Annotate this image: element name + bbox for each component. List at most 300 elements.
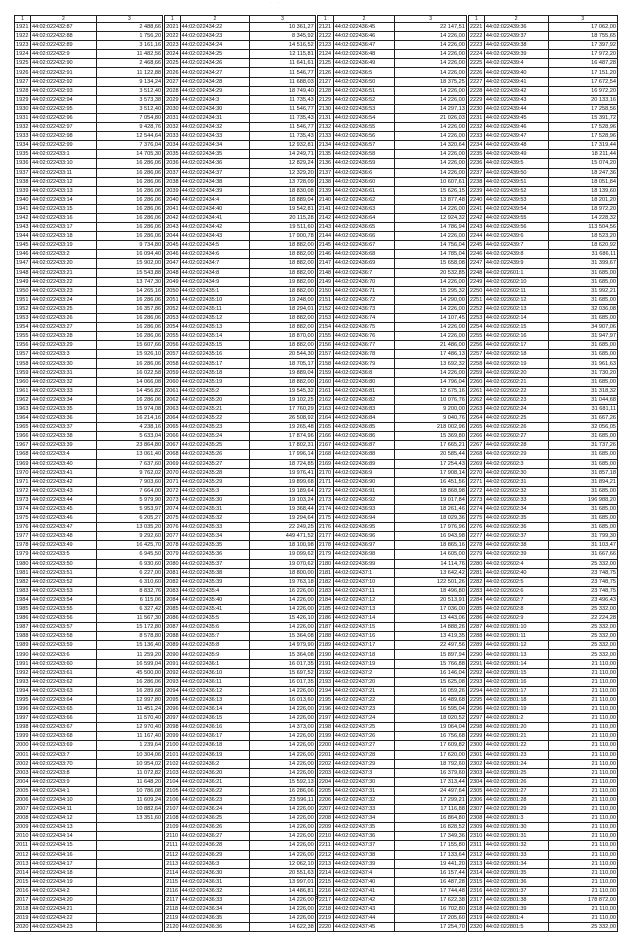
table-row xyxy=(15,304,163,313)
table-row xyxy=(317,341,466,350)
value-cell: 2 488,66 xyxy=(96,23,162,32)
cadastral-number: 44:02:022436:67 xyxy=(333,241,395,250)
value-cell: 16 157,44 xyxy=(395,868,466,877)
table-row xyxy=(468,805,617,814)
value-cell xyxy=(96,859,162,868)
row-number: 2061 xyxy=(166,387,179,394)
cadastral-number: 44:02:022801:17 xyxy=(484,686,548,695)
value-cell: 10 304,06 xyxy=(96,750,162,759)
row-number: 2093 xyxy=(166,678,179,685)
value-cell: 21 110,00 xyxy=(548,659,617,668)
cadastral-number: 44:02:022435:27 xyxy=(180,459,250,468)
value-cell: 14 226,00 xyxy=(250,623,316,632)
value-cell: 12 329,20 xyxy=(250,168,316,177)
row-number: 2133 xyxy=(317,132,333,141)
table-row xyxy=(468,95,617,104)
cadastral-number: 44:02:022432:96 xyxy=(30,113,96,122)
cadastral-number: 44:02:022434:21 xyxy=(30,905,96,914)
row-number: 2112 xyxy=(166,851,179,858)
row-number: 2038 xyxy=(166,178,179,185)
cadastral-number: 44:02:022436:88 xyxy=(333,450,395,459)
table-row xyxy=(468,432,617,441)
cadastral-number: 44:02:022436:99 xyxy=(333,559,395,568)
value-cell: 16 286,06 xyxy=(96,295,162,304)
value-cell: 18 523,20 xyxy=(548,232,617,241)
table-row xyxy=(468,705,617,714)
table-row xyxy=(165,386,316,395)
value-cell: 17 620,00 xyxy=(395,750,466,759)
cadastral-number: 44:02:022434:19 xyxy=(30,877,96,886)
cadastral-number: 44:02:022437:21 xyxy=(333,686,395,695)
value-cell: 14 226,00 xyxy=(395,59,466,68)
value-cell: 11 570,40 xyxy=(96,714,162,723)
table-row xyxy=(165,532,316,541)
value-cell: 16 214,16 xyxy=(96,414,162,423)
cadastral-number: 44:02:022435:33 xyxy=(180,523,250,532)
table-row xyxy=(317,314,466,323)
value-cell: 31 685,00 xyxy=(548,504,617,513)
cadastral-number: 44:02:022437:2 xyxy=(333,668,395,677)
register-block xyxy=(317,15,467,932)
table-row xyxy=(317,659,466,668)
table-row xyxy=(15,204,163,213)
table-row xyxy=(317,459,466,468)
value-cell: 31 799,30 xyxy=(548,532,617,541)
value-cell: 10 882,64 xyxy=(96,805,162,814)
row-number: 2283 xyxy=(468,586,484,595)
row-number: 1990 xyxy=(15,650,31,659)
row-number: 2005 xyxy=(15,786,31,795)
value-cell: 14 226,00 xyxy=(395,123,466,132)
row-number: 2046 xyxy=(166,251,179,258)
cadastral-number: 44:02:022433:45 xyxy=(30,504,96,513)
table-row xyxy=(165,450,316,459)
value-cell: 6 930,60 xyxy=(96,559,162,568)
cadastral-number: 44:02:022437:30 xyxy=(333,777,395,786)
value-cell: 12 932,81 xyxy=(250,141,316,150)
cadastral-number: 44:02:022434:23 xyxy=(180,32,250,41)
table-row xyxy=(165,786,316,795)
value-cell: 18 705,17 xyxy=(250,359,316,368)
table-row xyxy=(468,450,617,459)
column-header: 1 xyxy=(317,16,333,23)
row-number: 2164 xyxy=(317,414,333,423)
table-row xyxy=(317,304,466,313)
value-cell: 16 756,68 xyxy=(395,732,466,741)
column-header-row xyxy=(165,16,316,23)
cadastral-number: 44:02:022433:38 xyxy=(30,432,96,441)
table-row xyxy=(165,905,316,914)
cadastral-number: 44:02:022439:6 xyxy=(484,232,548,241)
cadastral-number: 44:02:022436:49 xyxy=(333,59,395,68)
value-cell: 14 290,00 xyxy=(395,295,466,304)
cadastral-number: 44:02:022801:39 xyxy=(484,905,548,914)
table-row xyxy=(468,514,617,523)
cadastral-number: 44:02:022433:6 xyxy=(30,650,96,659)
table-row xyxy=(317,850,466,859)
cadastral-number: 44:02:022433:55 xyxy=(30,605,96,614)
cadastral-number: 44:02:022433:25 xyxy=(30,304,96,313)
column-header: 1 xyxy=(468,16,484,23)
value-cell: 15 625,08 xyxy=(395,677,466,686)
value-cell: 15 926,10 xyxy=(96,350,162,359)
row-number: 1929 xyxy=(15,95,31,104)
value-cell: 12 115,81 xyxy=(250,50,316,59)
cadastral-number: 44:02:022435:17 xyxy=(180,359,250,368)
cadastral-number: 44:02:022434:30 xyxy=(180,104,250,113)
row-number: 2252 xyxy=(468,304,484,313)
row-number: 2059 xyxy=(166,369,179,376)
value-cell: 14 226,00 xyxy=(395,86,466,95)
cadastral-number: 44:02:022602:33 xyxy=(484,495,548,504)
row-number: 2275 xyxy=(468,514,484,523)
cadastral-number: 44:02:022436:11 xyxy=(180,677,250,686)
row-number: 2268 xyxy=(468,450,484,459)
register-block xyxy=(468,15,618,932)
cadastral-number: 44:02:022433:12 xyxy=(30,177,96,186)
value-cell: 14 888,26 xyxy=(395,623,466,632)
table-row xyxy=(468,204,617,213)
value-cell: 21 110,00 xyxy=(548,868,617,877)
value-cell: 11 259,20 xyxy=(96,650,162,659)
value-cell: 5 953,97 xyxy=(96,504,162,513)
row-number: 1935 xyxy=(15,150,31,159)
cadastral-number: 44:02:022435:5 xyxy=(180,614,250,623)
table-row xyxy=(468,141,617,150)
table-row xyxy=(468,250,617,259)
table-row xyxy=(468,614,617,623)
table-row xyxy=(317,32,466,41)
row-number: 2131 xyxy=(317,113,333,122)
row-number: 2058 xyxy=(166,360,179,367)
value-cell: 17 319,44 xyxy=(548,141,617,150)
cadastral-number: 44:02:022801:24 xyxy=(484,759,548,768)
row-number: 2271 xyxy=(468,477,484,486)
table-row xyxy=(15,277,163,286)
table-row xyxy=(165,877,316,886)
row-number: 2141 xyxy=(317,204,333,213)
table-row xyxy=(165,223,316,232)
table-row xyxy=(317,77,466,86)
row-number: 2084 xyxy=(166,596,179,603)
value-cell: 14 226,00 xyxy=(395,368,466,377)
value-cell: 19 441,20 xyxy=(395,859,466,868)
register-page xyxy=(14,15,618,932)
table-row xyxy=(15,232,163,241)
table-row xyxy=(15,568,163,577)
cadastral-number: 44:02:022435:16 xyxy=(180,350,250,359)
cadastral-number: 44:02:022435:22 xyxy=(180,414,250,423)
row-number: 2267 xyxy=(468,441,484,450)
cadastral-number: 44:02:022435:37 xyxy=(180,559,250,568)
row-number: 2006 xyxy=(15,795,31,804)
table-row xyxy=(15,832,163,841)
cadastral-number: 44:02:022801:13 xyxy=(484,650,548,659)
cadastral-number: 44:02:022436:8 xyxy=(333,368,395,377)
value-cell: 11 688,03 xyxy=(250,77,316,86)
cadastral-number: 44:02:022602:17 xyxy=(484,341,548,350)
value-cell: 21 110,00 xyxy=(548,668,617,677)
table-row xyxy=(468,732,617,741)
row-number: 2126 xyxy=(317,68,333,77)
row-number: 1991 xyxy=(15,659,31,668)
cadastral-number: 44:02:022433:18 xyxy=(30,232,96,241)
cadastral-number: 44:02:022437:15 xyxy=(333,623,395,632)
row-number: 2010 xyxy=(15,832,31,841)
table-row xyxy=(15,823,163,832)
cadastral-number: 44:02:022437:41 xyxy=(333,886,395,895)
table-row xyxy=(317,241,466,250)
table-row xyxy=(468,32,617,41)
table-row xyxy=(468,377,617,386)
row-number: 1992 xyxy=(15,668,31,677)
cadastral-number: 44:02:022434:32 xyxy=(180,123,250,132)
row-number: 1975 xyxy=(15,514,31,523)
value-cell: 14 516,52 xyxy=(250,41,316,50)
table-row xyxy=(468,168,617,177)
row-number: 2191 xyxy=(317,659,333,668)
value-cell: 17 151,20 xyxy=(548,68,617,77)
table-row xyxy=(468,59,617,68)
cadastral-number: 44:02:022439:37 xyxy=(484,32,548,41)
value-cell: 14 297,13 xyxy=(395,104,466,113)
cadastral-number: 44:02:022437:1 xyxy=(333,568,395,577)
value-cell: 14 796,04 xyxy=(395,377,466,386)
value-cell: 14 320,64 xyxy=(395,141,466,150)
cadastral-number: 44:02:022436:51 xyxy=(333,86,395,95)
value-cell: 17 036,00 xyxy=(395,605,466,614)
table-row xyxy=(317,104,466,113)
row-number: 2114 xyxy=(166,869,179,876)
cadastral-number: 44:02:022436:16 xyxy=(180,723,250,732)
row-number: 2083 xyxy=(166,587,179,594)
row-number: 2074 xyxy=(166,506,179,513)
cadastral-number: 44:02:022436:12 xyxy=(180,686,250,695)
table-row xyxy=(468,268,617,277)
value-cell: 31 685,00 xyxy=(548,341,617,350)
table-row xyxy=(317,259,466,268)
cadastral-number: 44:02:022801:10 xyxy=(484,623,548,632)
table-row xyxy=(165,859,316,868)
row-number: 2087 xyxy=(166,624,179,631)
cadastral-number: 44:02:022432:89 xyxy=(30,41,96,50)
value-cell: 31 318,32 xyxy=(548,386,617,395)
table-row xyxy=(468,350,617,359)
value-cell: 18 882,00 xyxy=(250,286,316,295)
table-row xyxy=(15,541,163,550)
cadastral-number: 44:02:022436:50 xyxy=(333,77,395,86)
cadastral-number: 44:02:022436:85 xyxy=(333,423,395,432)
row-number: 2015 xyxy=(15,877,31,886)
table-row xyxy=(15,686,163,695)
table-row xyxy=(317,595,466,604)
column-header: 1 xyxy=(15,16,31,23)
row-number: 2101 xyxy=(166,751,179,758)
row-number: 2030 xyxy=(166,105,179,112)
table-row xyxy=(15,732,163,741)
column-header: 3 xyxy=(250,16,316,23)
value-cell: 16 379,60 xyxy=(395,768,466,777)
cadastral-number: 44:02:022435:15 xyxy=(180,341,250,350)
table-row xyxy=(165,50,316,59)
cadastral-number: 44:02:022436:98 xyxy=(333,550,395,559)
value-cell: 6 115,06 xyxy=(96,595,162,604)
cadastral-number: 44:02:022433:3 xyxy=(30,350,96,359)
cadastral-number: 44:02:022433:70 xyxy=(30,759,96,768)
register-block xyxy=(14,15,163,932)
table-row xyxy=(468,750,617,759)
value-cell: 10 361,27 xyxy=(250,23,316,32)
row-number: 2021 xyxy=(166,24,179,31)
cadastral-number: 44:02:022439:42 xyxy=(484,86,548,95)
cadastral-number: 44:02:022434:36 xyxy=(180,159,250,168)
table-row xyxy=(165,741,316,750)
row-number: 2154 xyxy=(317,323,333,332)
table-row xyxy=(165,441,316,450)
cadastral-number: 44:02:022801:30 xyxy=(484,823,548,832)
cadastral-number: 44:02:022437:12 xyxy=(333,595,395,604)
cadastral-number: 44:02:022436:73 xyxy=(333,304,395,313)
value-cell: 23 748,75 xyxy=(548,577,617,586)
row-number: 1934 xyxy=(15,141,31,150)
row-number: 2187 xyxy=(317,623,333,632)
row-number: 2274 xyxy=(468,504,484,513)
value-cell: 31 685,00 xyxy=(548,523,617,532)
value-cell: 14 226,00 xyxy=(395,332,466,341)
table-row xyxy=(468,641,617,650)
cadastral-number: 44:02:022432:93 xyxy=(30,86,96,95)
row-number: 2210 xyxy=(317,832,333,841)
row-number: 2192 xyxy=(317,668,333,677)
table-row xyxy=(15,495,163,504)
value-cell: 31 947,97 xyxy=(548,332,617,341)
cadastral-number: 44:02:022435:40 xyxy=(180,595,250,604)
value-cell: 19 064,04 xyxy=(395,723,466,732)
cadastral-number: 44:02:022439:56 xyxy=(484,223,548,232)
cadastral-number: 44:02:022436:74 xyxy=(333,314,395,323)
row-number: 1948 xyxy=(15,268,31,277)
table-row xyxy=(468,150,617,159)
table-row xyxy=(468,623,617,632)
cadastral-number: 44:02:022435:41 xyxy=(180,605,250,614)
row-number: 1924 xyxy=(15,50,31,59)
table-row xyxy=(165,523,316,532)
cadastral-number: 44:02:022433:36 xyxy=(30,414,96,423)
value-cell: 17 133,64 xyxy=(395,850,466,859)
table-row xyxy=(165,213,316,222)
table-row xyxy=(15,432,163,441)
cadastral-number: 44:02:022437:10 xyxy=(333,577,395,586)
row-number: 1976 xyxy=(15,523,31,532)
row-number: 2216 xyxy=(317,886,333,895)
cadastral-number: 44:02:022435:19 xyxy=(180,377,250,386)
cadastral-number: 44:02:022439:48 xyxy=(484,141,548,150)
row-number: 2291 xyxy=(468,659,484,668)
value-cell: 17 254,70 xyxy=(395,923,466,932)
table-row xyxy=(15,559,163,568)
cadastral-number: 44:02:022432:98 xyxy=(30,132,96,141)
value-cell: 17 528,96 xyxy=(548,132,617,141)
cadastral-number: 44:02:022436:94 xyxy=(333,514,395,523)
value-cell: 22 249,25 xyxy=(250,523,316,532)
value-cell: 25 332,00 xyxy=(548,650,617,659)
table-row xyxy=(468,523,617,532)
cadastral-number: 44:02:022433:53 xyxy=(30,586,96,595)
value-cell: 14 226,00 xyxy=(395,68,466,77)
page-number: 5 xyxy=(315,895,319,901)
row-number: 2170 xyxy=(317,468,333,477)
table-row xyxy=(165,677,316,686)
cadastral-number: 44:02:022435:24 xyxy=(180,432,250,441)
row-number: 2270 xyxy=(468,468,484,477)
cadastral-number: 44:02:022434:34 xyxy=(180,141,250,150)
row-number: 1937 xyxy=(15,168,31,177)
value-cell: 19 368,44 xyxy=(250,504,316,513)
value-cell: 6 945,50 xyxy=(96,550,162,559)
row-number: 2089 xyxy=(166,642,179,649)
cadastral-number: 44:02:022801:21 xyxy=(484,732,548,741)
value-cell: 19 099,62 xyxy=(250,550,316,559)
cadastral-number: 44:02:022434:29 xyxy=(180,86,250,95)
table-row xyxy=(468,359,617,368)
table-row xyxy=(15,777,163,786)
cadastral-number: 44:02:022436:86 xyxy=(333,432,395,441)
value-cell: 13 035,20 xyxy=(96,523,162,532)
value-cell: 13 642,42 xyxy=(395,568,466,577)
cadastral-number: 44:02:022433:50 xyxy=(30,559,96,568)
row-number: 2277 xyxy=(468,532,484,541)
table-row xyxy=(468,814,617,823)
column-header: 2 xyxy=(484,16,548,23)
value-cell: 16 286,06 xyxy=(250,786,316,795)
cadastral-number: 44:02:022436:63 xyxy=(333,204,395,213)
table-row xyxy=(317,605,466,614)
row-number: 2289 xyxy=(468,641,484,650)
table-row xyxy=(317,732,466,741)
value-cell: 14 226,00 xyxy=(250,714,316,723)
value-cell: 19 511,60 xyxy=(250,223,316,232)
table-row xyxy=(15,241,163,250)
table-row xyxy=(468,186,617,195)
value-cell: 21 110,00 xyxy=(548,723,617,732)
cadastral-number: 44:02:022436:61 xyxy=(333,186,395,195)
row-number: 2080 xyxy=(166,560,179,567)
row-number: 1962 xyxy=(15,395,31,404)
value-cell: 31 894,21 xyxy=(548,477,617,486)
value-cell: 21 110,00 xyxy=(548,814,617,823)
table-row xyxy=(15,914,163,923)
value-cell: 2 468,66 xyxy=(96,59,162,68)
row-number: 2039 xyxy=(166,187,179,194)
cadastral-number: 44:02:022801:38 xyxy=(484,896,548,905)
cadastral-number: 44:02:022801:25 xyxy=(484,768,548,777)
cadastral-number: 44:02:022439:39 xyxy=(484,50,548,59)
table-row xyxy=(15,523,163,532)
cadastral-number: 44:02:022439:7 xyxy=(484,241,548,250)
table-row xyxy=(15,577,163,586)
table-row xyxy=(15,750,163,759)
value-cell: 21 110,00 xyxy=(548,823,617,832)
table-row xyxy=(165,568,316,577)
cadastral-number: 44:02:022801:35 xyxy=(484,868,548,877)
table-row xyxy=(468,586,617,595)
value-cell xyxy=(96,877,162,886)
table-row xyxy=(165,577,316,586)
table-row xyxy=(15,759,163,768)
row-number: 2239 xyxy=(468,186,484,195)
table-row xyxy=(317,177,466,186)
table-row xyxy=(468,459,617,468)
